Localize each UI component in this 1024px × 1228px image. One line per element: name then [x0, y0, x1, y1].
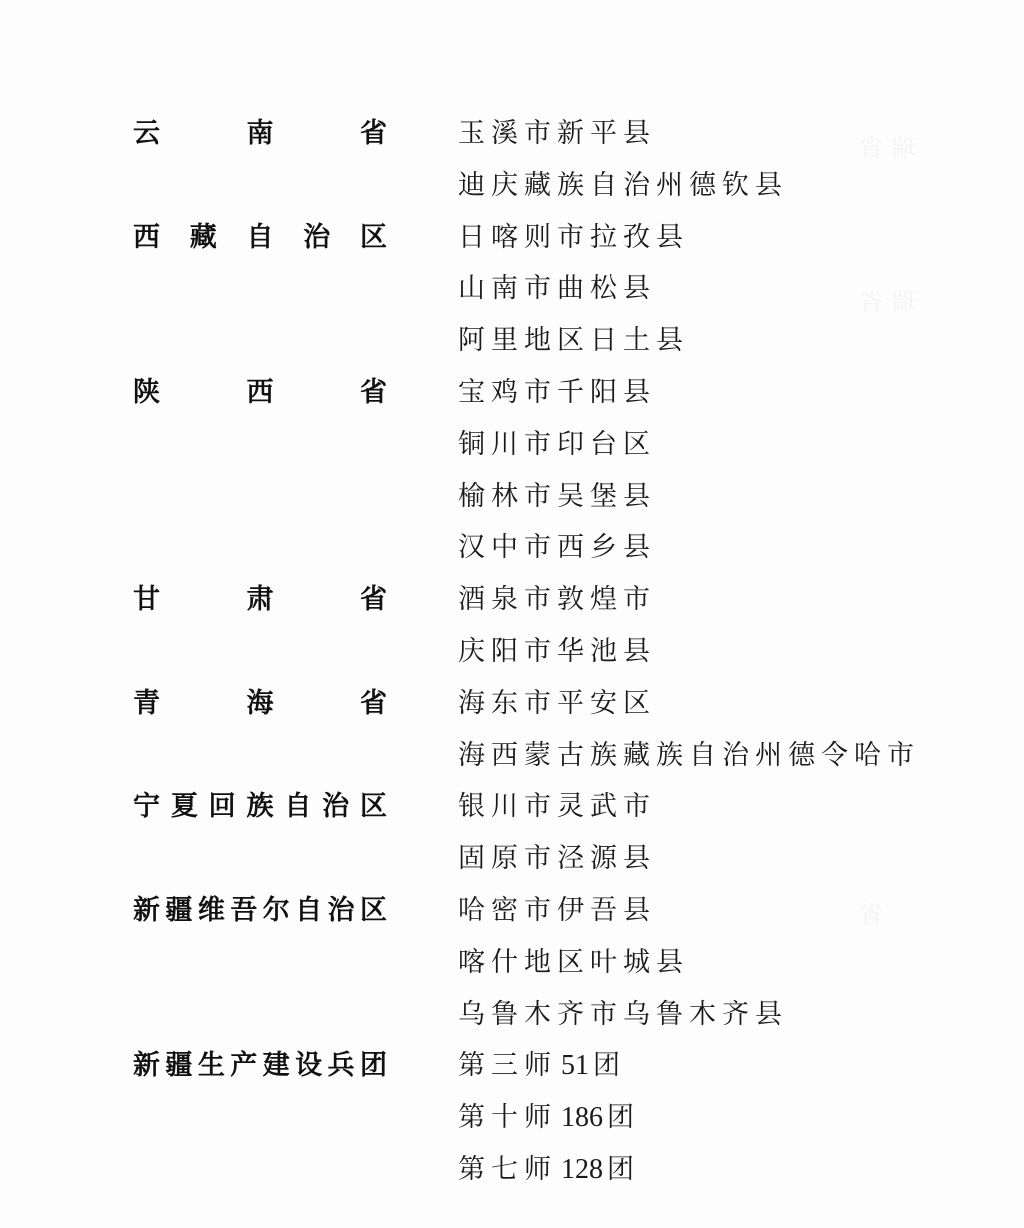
list-item	[0, 885, 1024, 937]
region-char: 疆	[165, 1050, 193, 1082]
list-item	[0, 1040, 1024, 1092]
region-name	[133, 108, 387, 160]
region-char: 海	[246, 687, 274, 719]
list-item	[0, 1092, 1024, 1144]
county-name: 阿里地区日土县	[458, 325, 689, 357]
region-char: 设	[295, 1050, 323, 1082]
region-char: 西	[133, 221, 160, 253]
county-prefix: 第三师	[458, 1050, 557, 1082]
region-char: 青	[133, 687, 160, 719]
region-char: 南	[246, 118, 274, 149]
list-item	[0, 833, 1024, 885]
county-name: 喀什地区叶城县	[458, 946, 689, 978]
region-char: 治	[322, 791, 350, 823]
region-char: 回	[208, 791, 236, 823]
list-item	[0, 212, 1024, 264]
region-char: 云	[133, 118, 160, 149]
region-name	[133, 678, 387, 730]
list-item	[0, 160, 1024, 212]
list-item	[0, 471, 1024, 523]
region-char: 夏	[170, 791, 198, 823]
region-char: 肃	[246, 584, 274, 616]
region-char: 甘	[133, 584, 160, 616]
county-name: 固原市泾源县	[458, 843, 656, 875]
list-item	[0, 367, 1024, 419]
county-name: 银川市灵武市	[458, 791, 656, 823]
list-item	[0, 522, 1024, 574]
region-char: 团	[359, 1050, 387, 1082]
region-char: 自	[284, 791, 312, 823]
region-char: 藏	[189, 221, 217, 253]
county-prefix: 第七师	[458, 1154, 557, 1185]
county-name: 酒泉市敦煌市	[458, 584, 656, 616]
county-name: 庆阳市华池县	[458, 636, 656, 667]
region-char: 自	[246, 221, 274, 253]
region-char: 兵	[327, 1050, 355, 1082]
list-item	[0, 626, 1024, 678]
county-name: 铜川市印台区	[458, 428, 656, 460]
county-name: 榆林市吴堡县	[458, 480, 656, 512]
list-item	[0, 678, 1024, 730]
county-name: 海西蒙古族藏族自治州德令哈市	[458, 739, 920, 771]
county-number: 186	[561, 1102, 603, 1134]
region-char: 疆	[165, 895, 193, 926]
region-name	[133, 574, 387, 626]
region-name	[133, 212, 387, 264]
county-name: 宝鸡市千阳县	[458, 377, 656, 408]
county-name: 迪庆藏族自治州德钦县	[458, 169, 788, 201]
region-name	[133, 367, 387, 419]
region-char: 区	[359, 895, 387, 926]
county-name: 玉溪市新平县	[458, 118, 656, 149]
list-item	[0, 989, 1024, 1041]
region-char: 新	[133, 1050, 160, 1082]
county-name	[458, 1092, 640, 1144]
region-char: 治	[327, 895, 355, 926]
region-char: 生	[197, 1050, 225, 1082]
county-name: 山南市曲松县	[458, 273, 656, 305]
region-name	[133, 1040, 387, 1092]
list-item	[0, 574, 1024, 626]
region-char: 区	[360, 221, 387, 253]
county-suffix: 团	[607, 1154, 640, 1185]
region-char: 治	[303, 221, 331, 253]
region-char: 吾	[230, 895, 258, 926]
region-name	[133, 781, 387, 833]
county-name: 海东市平安区	[458, 687, 656, 719]
county-suffix: 团	[607, 1102, 640, 1134]
region-char: 西	[246, 377, 274, 408]
list-item	[0, 781, 1024, 833]
county-name: 日喀则市拉孜县	[458, 221, 689, 253]
list-item	[0, 108, 1024, 160]
list-item	[0, 730, 1024, 782]
region-char: 省	[360, 584, 387, 616]
region-char: 省	[360, 118, 387, 149]
list-item	[0, 937, 1024, 989]
region-char: 省	[360, 687, 387, 719]
region-char: 省	[360, 377, 387, 408]
county-name: 乌鲁木齐市乌鲁木齐县	[458, 998, 788, 1030]
county-name	[458, 1144, 640, 1196]
list-item	[0, 263, 1024, 315]
region-char: 维	[197, 895, 225, 926]
region-char: 陕	[133, 377, 160, 408]
county-name	[458, 1040, 626, 1092]
county-suffix: 团	[593, 1050, 626, 1082]
list-item	[0, 419, 1024, 471]
region-name	[133, 885, 387, 937]
region-char: 新	[133, 895, 160, 926]
region-char: 尔	[262, 895, 290, 926]
region-char: 自	[295, 895, 323, 926]
region-char: 宁	[133, 791, 160, 823]
region-char: 建	[262, 1050, 290, 1082]
list-item	[0, 315, 1024, 367]
region-char: 产	[230, 1050, 258, 1082]
county-name: 哈密市伊吾县	[458, 895, 656, 926]
region-char: 族	[246, 791, 274, 823]
county-number: 128	[561, 1154, 603, 1185]
county-number: 51	[561, 1050, 589, 1082]
county-prefix: 第十师	[458, 1102, 557, 1134]
list-item	[0, 1144, 1024, 1196]
county-name: 汉中市西乡县	[458, 532, 656, 564]
region-char: 区	[359, 791, 387, 823]
